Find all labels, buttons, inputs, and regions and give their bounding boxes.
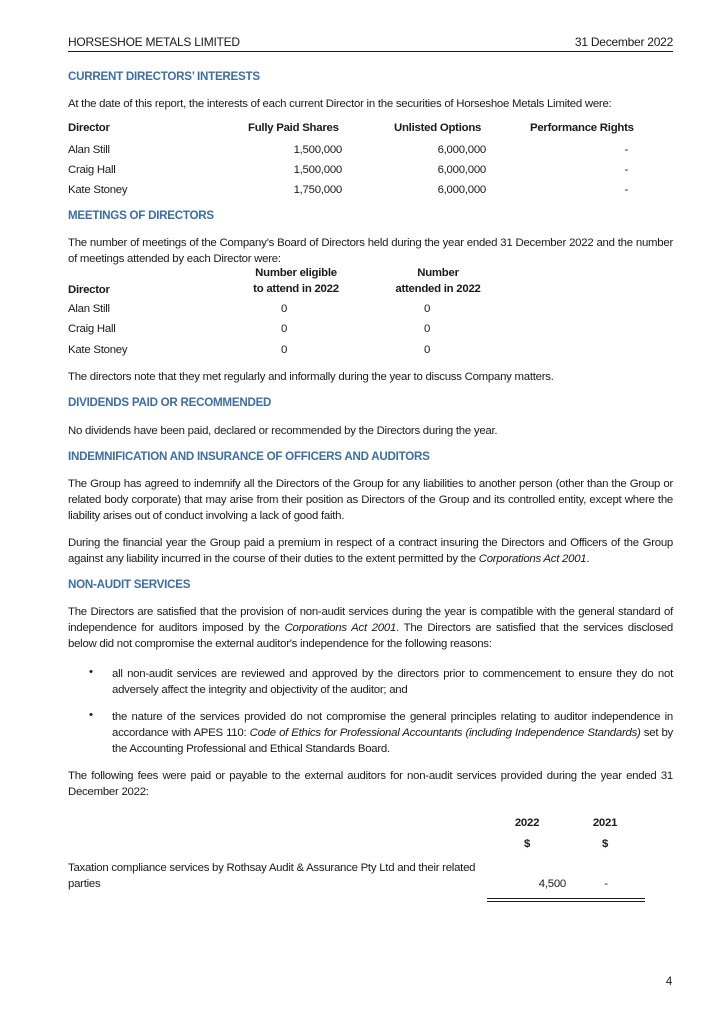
non-audit-heading: NON-AUDIT SERVICES bbox=[68, 578, 191, 591]
interests-shares-value: 1,500,000 bbox=[293, 164, 342, 176]
interests-heading: CURRENT DIRECTORS’ INTERESTS bbox=[68, 70, 260, 83]
fees-intro: The following fees were paid or payable to the external auditors for non-audit services provided during the year ended 31 December 2022: bbox=[68, 770, 673, 798]
interests-shares-value: 1,750,000 bbox=[293, 184, 342, 196]
interests-options-value: 6,000,000 bbox=[437, 144, 486, 156]
interests-director-name: Alan Still bbox=[68, 144, 110, 156]
dividends-heading: DIVIDENDS PAID OR RECOMMENDED bbox=[68, 396, 272, 409]
meetings-director-name: Kate Stoney bbox=[68, 344, 128, 356]
meetings-col-director: Director bbox=[68, 284, 110, 296]
interests-intro: At the date of this report, the interests of each current Director in the securities of Horseshoe Metals Limited were: bbox=[68, 98, 612, 110]
indemnification-heading: INDEMNIFICATION AND INSURANCE OF OFFICERS AND AUDITORS bbox=[68, 450, 430, 463]
interests-shares-value: 1,500,000 bbox=[293, 144, 342, 156]
non-audit-bullet-2: the nature of the services provided do not compromise the general principles relating to auditor independence in accordance with APES 110: Code of Ethics for Professional Accountants (including Independence Standards) set by the Accounting Professional and Ethical Standards Board. bbox=[112, 711, 673, 755]
fees-currency-2022: $ bbox=[523, 838, 531, 850]
page-header bbox=[68, 35, 673, 52]
report-date: 31 December 2022 bbox=[574, 35, 673, 49]
interests-director-name: Craig Hall bbox=[68, 164, 116, 176]
total-double-rule-top bbox=[487, 898, 645, 899]
interests-col-director: Director bbox=[68, 122, 110, 134]
fees-year-2022: 2022 bbox=[514, 817, 540, 829]
page-number: 4 bbox=[665, 976, 672, 988]
fees-value-2022: 4,500 bbox=[538, 878, 566, 890]
meetings-eligible-value: 0 bbox=[280, 323, 288, 335]
meetings-eligible-value: 0 bbox=[280, 303, 288, 315]
meetings-col-eligible-line2: to attend in 2022 bbox=[253, 283, 339, 295]
fees-currency-2021: $ bbox=[601, 838, 609, 850]
meetings-attended-value: 0 bbox=[423, 344, 431, 356]
interests-rights-value: - bbox=[624, 164, 628, 176]
fees-value-2021: - bbox=[604, 878, 608, 890]
fees-label-line1: Taxation compliance services by Rothsay Audit & Assurance Pty Ltd and their related bbox=[68, 862, 476, 874]
meetings-attended-value: 0 bbox=[423, 303, 431, 315]
bullet-icon: • bbox=[89, 709, 93, 721]
meetings-note: The directors note that they met regularly and informally during the year to discuss Company matters. bbox=[68, 371, 554, 383]
meetings-intro: The number of meetings of the Company’s Board of Directors held during the year ended 31 December 2022 and the number of meetings attended by each Director were: bbox=[68, 237, 673, 265]
interests-col-options: Unlisted Options bbox=[394, 122, 482, 134]
interests-options-value: 6,000,000 bbox=[437, 164, 486, 176]
dividends-text: No dividends have been paid, declared or recommended by the Directors during the year. bbox=[68, 425, 498, 437]
interests-col-rights: Performance Rights bbox=[530, 122, 634, 134]
meetings-col-eligible-line1: Number eligible bbox=[255, 267, 337, 279]
interests-rights-value: - bbox=[624, 144, 628, 156]
company-name: HORSESHOE METALS LIMITED bbox=[68, 35, 240, 49]
indemnification-paragraph-1: The Group has agreed to indemnify all the Directors of the Group for any liabilities to another person (other than the Group or related body corporate) that may arise from their position as Directors of the Group and its controlled entity, except where the liability arises out of conduct involving a lack of good faith. bbox=[68, 478, 673, 522]
meetings-director-name: Craig Hall bbox=[68, 323, 116, 335]
non-audit-bullet-1: all non-audit services are reviewed and approved by the directors prior to commencement to ensure they do not adversely affect the integrity and objectivity of the auditor; and bbox=[112, 668, 673, 696]
bullet-icon: • bbox=[89, 666, 93, 678]
total-double-rule-bottom bbox=[487, 901, 645, 902]
interests-rights-value: - bbox=[624, 184, 628, 196]
fees-year-2021: 2021 bbox=[592, 817, 618, 829]
interests-director-name: Kate Stoney bbox=[68, 184, 128, 196]
meetings-col-attended-line2: attended in 2022 bbox=[395, 283, 481, 295]
non-audit-paragraph: The Directors are satisfied that the provision of non-audit services during the year is compatible with the general standard of independence for auditors imposed by the Corporations Act 2001. The Directors are satisfied that the services disclosed below did not compromise the external auditor's independence for the following reasons: bbox=[68, 606, 673, 650]
meetings-director-name: Alan Still bbox=[68, 303, 110, 315]
meetings-col-attended-line1: Number bbox=[417, 267, 459, 279]
meetings-eligible-value: 0 bbox=[280, 344, 288, 356]
interests-options-value: 6,000,000 bbox=[437, 184, 486, 196]
interests-col-shares: Fully Paid Shares bbox=[248, 122, 339, 134]
meetings-heading: MEETINGS OF DIRECTORS bbox=[68, 209, 214, 222]
fees-label-line2: parties bbox=[68, 878, 101, 890]
meetings-attended-value: 0 bbox=[423, 323, 431, 335]
indemnification-paragraph-2: During the financial year the Group paid a premium in respect of a contract insuring the Directors and Officers of the Group against any liability incurred in the course of their duties to the extent permitted by the Corporations Act 2001. bbox=[68, 537, 673, 565]
